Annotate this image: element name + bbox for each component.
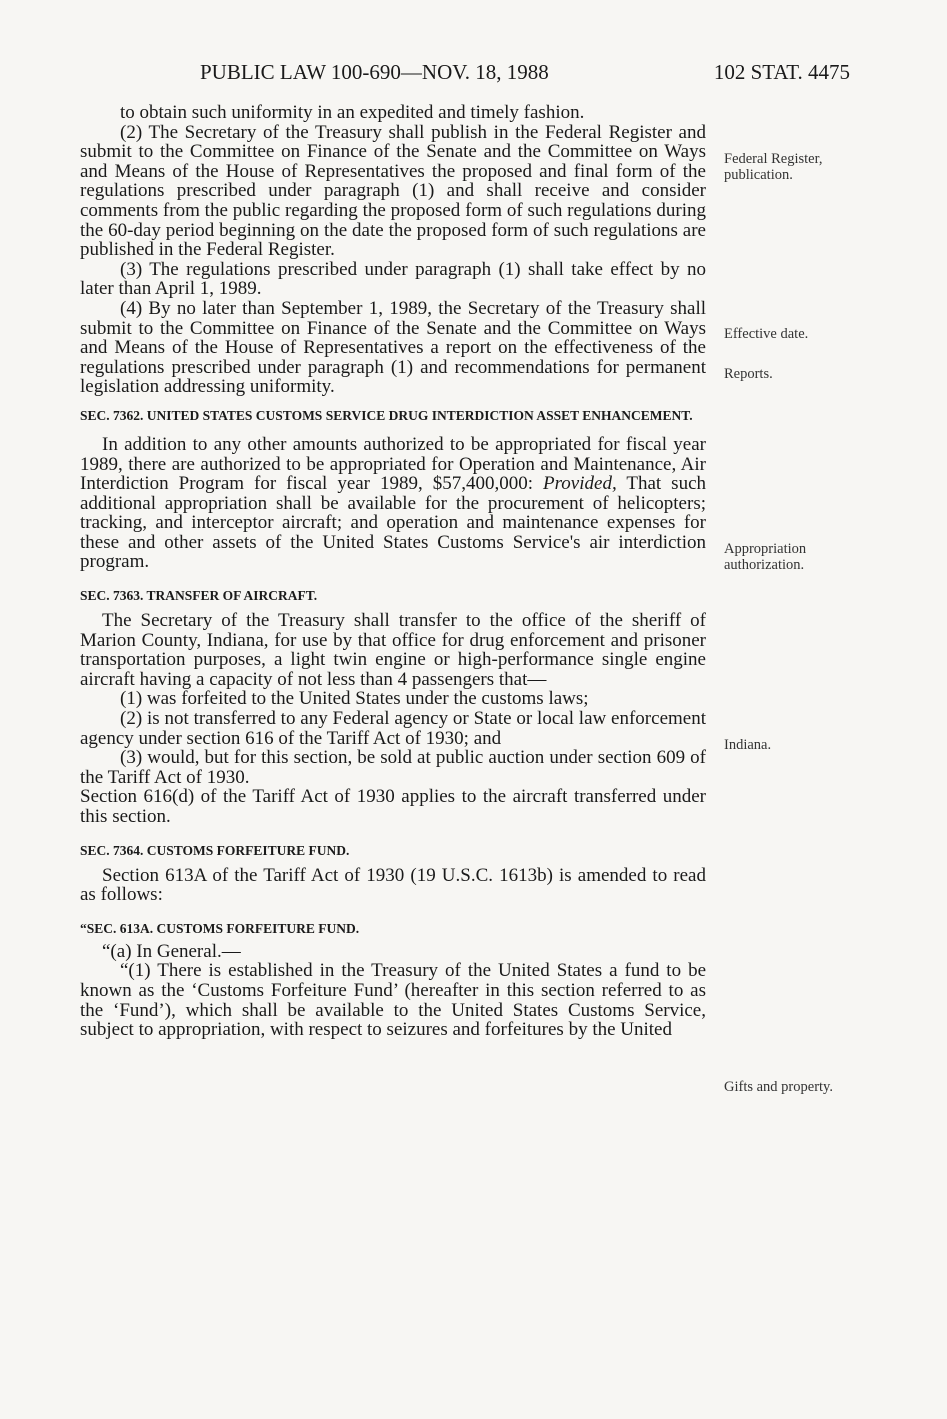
- stat-reference: 102 STAT. 4475: [713, 60, 850, 84]
- section-7362-text-b: That such additional appropriation shall be available for the procurement of helicopters; tracking, and interceptor aircraft; and operation and maintenance expenses for these and other assets of the United States Customs Service's air interdiction program.: [80, 473, 706, 573]
- margin-note-appropriation: Appropriation authorization.: [724, 541, 807, 573]
- list-item-1: (1) was forfeited to the United States under the customs laws;: [120, 688, 589, 710]
- law-title: PUBLIC LAW 100-690—NOV. 18, 1988: [200, 60, 549, 84]
- margin-note-effective-date: Effective date.: [724, 326, 809, 342]
- section-7363-text: The Secretary of the Treasury shall transfer to the office of the sheriff of Marion County, Indiana, for use by that office for drug enforcement and prisoner transportation purposes, a light twin engine or high-performance single engine aircraft having a capacity of not less than 4 passengers that—: [80, 610, 706, 690]
- section-7362-text: [80, 435, 706, 572]
- section-heading-7363: SEC. 7363. TRANSFER OF AIRCRAFT.: [80, 588, 318, 604]
- paragraph-continued: to obtain such uniformity in an expedited and timely fashion.: [120, 102, 585, 123]
- section-heading-7364: SEC. 7364. CUSTOMS FORFEITURE FUND.: [80, 842, 350, 858]
- paragraph-3: (3) The regulations prescribed under paragraph (1) shall take effect by no later than April 1, 1989.: [80, 258, 706, 300]
- margin-note-federal-register: Federal Register, publication.: [724, 151, 823, 183]
- section-heading-7362: SEC. 7362. UNITED STATES CUSTOMS SERVICE DRUG INTERDICTION ASSET ENHANCEMENT.: [80, 407, 693, 423]
- section-7362-text-a: In addition to any other amounts authorized to be appropriated for fiscal year 1989, there are authorized to be appropriated for Operation and Maintenance, Air Interdiction Program for fiscal year 1989, $57,400,000:: [80, 433, 706, 495]
- list-item-3: (3) would, but for this section, be sold at public auction under section 609 of the Tariff Act of 1930.: [80, 747, 706, 788]
- page-header: [80, 60, 850, 90]
- list-item-2: (2) is not transferred to any Federal agency or State or local law enforcement agency under section 616 of the Tariff Act of 1930; and: [80, 708, 706, 749]
- margin-note-gifts: Gifts and property.: [724, 1079, 833, 1095]
- paragraph-2: (2) The Secretary of the Treasury shall publish in the Federal Register and submit to the Committee on Finance of the Senate and the Committee on Ways and Means of the House of Representatives the proposed and final form of the regulations prescribed under paragraph (1) and shall receive and consider comments from the public regarding the proposed form of such regulations during the 60-day period beginning on the date the proposed form of such regulations are published in the Federal Register.: [80, 121, 706, 261]
- subsection-a-paragraph-1: “(1) There is established in the Treasury of the United States a fund to be known as the ‘Customs Forfeiture Fund’ (hereafter in this section referred to as the ‘Fund’), which shall be available to the United States Customs Service, subject to appropriation, with respect to seizures and forfeitures by the United: [80, 960, 706, 1041]
- paragraph-4: (4) By no later than September 1, 1989, the Secretary of the Treasury shall submit to the Committee on Finance of the Senate and the Committee on Ways and Means of the House of Representatives a report on the effectiveness of the regulations prescribed under paragraph (1) and recommendations for permanent legislation addressing uniformity.: [80, 297, 706, 398]
- section-7364-text: Section 613A of the Tariff Act of 1930 (19 U.S.C. 1613b) is amended to read as follows:: [80, 864, 706, 906]
- provided-word: Provided,: [543, 473, 617, 495]
- section-7363-closing: Section 616(d) of the Tariff Act of 1930 applies to the aircraft transferred under this section.: [80, 786, 706, 827]
- margin-note-indiana: Indiana.: [724, 737, 772, 753]
- subsection-a-label: “(a) In General.—: [102, 940, 241, 962]
- margin-note-reports: Reports.: [724, 366, 773, 382]
- section-heading-613a: “SEC. 613A. CUSTOMS FORFEITURE FUND.: [80, 920, 360, 936]
- main-text: [80, 103, 706, 1040]
